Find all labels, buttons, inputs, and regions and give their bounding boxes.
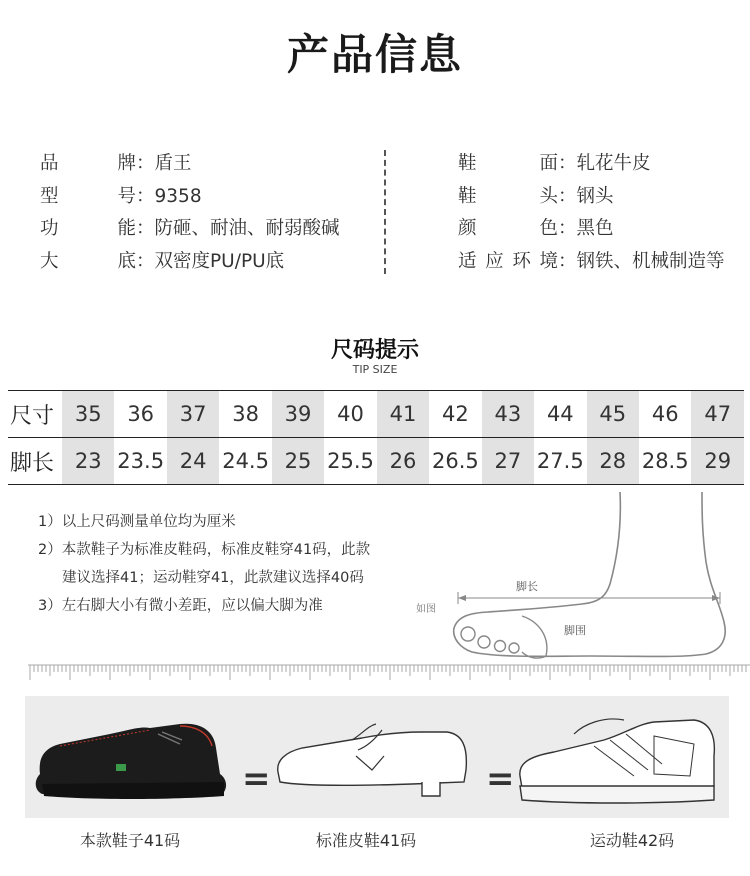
foot-girth-label: 脚围	[564, 624, 586, 637]
spec-key: 颜色	[458, 218, 558, 239]
length-row	[8, 438, 744, 485]
spec-value: 钢铁、机械制造等	[576, 250, 725, 272]
caption-leather-shoe: 标准皮鞋41码	[315, 831, 417, 850]
spec-row: 颜色：黑色	[458, 213, 725, 246]
note-2: 2）本款鞋子为标准皮鞋码，标准皮鞋穿41码，此款	[38, 542, 371, 558]
specs-left	[40, 148, 340, 278]
size-cell: 36	[114, 391, 166, 438]
work-shoe-image	[30, 716, 240, 806]
length-cell: 28.5	[639, 438, 691, 485]
equals-sign-2: =	[486, 759, 515, 799]
tip-subtitle: TIP SIZE	[352, 363, 398, 376]
spec-key: 品牌	[40, 153, 136, 174]
size-cell: 37	[167, 391, 219, 438]
size-table	[8, 390, 744, 485]
size-cell: 39	[272, 391, 324, 438]
length-cell: 27.5	[534, 438, 586, 485]
size-row-label: 尺寸	[8, 391, 62, 438]
equals-sign-1: =	[242, 759, 271, 799]
size-cell: 42	[429, 391, 481, 438]
foot-measure-illustration	[410, 492, 740, 672]
specs-right	[458, 148, 725, 278]
example-label: 如图	[416, 604, 436, 615]
spec-row: 鞋面：轧花牛皮	[458, 148, 725, 181]
length-cell: 23	[62, 438, 114, 485]
size-notes	[38, 508, 438, 620]
size-cell: 47	[691, 391, 744, 438]
ruler-graphic	[28, 664, 750, 682]
note-2-cont: 建议选择41；运动鞋穿41，此款建议选择40码	[62, 570, 364, 586]
length-cell: 26.5	[429, 438, 481, 485]
spec-row: 适应环境：钢铁、机械制造等	[458, 246, 725, 279]
page-title: 产品信息	[286, 30, 463, 79]
note-1: 1）以上尺码测量单位均为厘米	[38, 514, 236, 530]
size-cell: 35	[62, 391, 114, 438]
caption-this-shoe: 本款鞋子41码	[79, 831, 181, 850]
length-cell: 23.5	[114, 438, 166, 485]
spec-key: 型号	[40, 185, 136, 207]
length-cell: 26	[377, 438, 429, 485]
foot-length-label: 脚长	[516, 580, 538, 593]
sneaker-image	[514, 716, 720, 808]
spec-value: 轧花牛皮	[576, 153, 651, 174]
spec-row: 鞋头：钢头	[458, 181, 725, 214]
spec-value: 防砸、耐油、耐弱酸碱	[154, 218, 340, 239]
length-cell: 25	[272, 438, 324, 485]
spec-key: 鞋面	[458, 153, 558, 174]
size-cell: 46	[639, 391, 691, 438]
caption-sneaker: 运动鞋42码	[589, 831, 675, 850]
note-3: 3）左右脚大小有微小差距，应以偏大脚为准	[38, 598, 323, 614]
spec-key: 功能	[40, 218, 136, 239]
spec-key: 适应环境	[458, 250, 558, 272]
size-cell: 43	[482, 391, 534, 438]
size-cell: 41	[377, 391, 429, 438]
spec-value: 钢头	[576, 185, 614, 207]
spec-row: 型号：9358	[40, 181, 340, 214]
length-cell: 27	[482, 438, 534, 485]
length-cell: 28	[587, 438, 639, 485]
spec-key: 大底	[40, 250, 136, 272]
spec-value: 黑色	[576, 218, 614, 239]
spec-row: 品牌：盾王	[40, 148, 340, 181]
length-cell: 25.5	[324, 438, 376, 485]
size-cell: 44	[534, 391, 586, 438]
size-row	[8, 391, 744, 438]
spec-value: 双密度PU/PU底	[154, 250, 285, 272]
length-row-label: 脚长	[8, 438, 62, 485]
spec-key: 鞋头	[458, 185, 558, 207]
spec-value: 盾王	[154, 153, 192, 174]
tip-title: 尺码提示	[330, 338, 419, 363]
size-cell: 38	[219, 391, 271, 438]
size-cell: 40	[324, 391, 376, 438]
length-cell: 24.5	[219, 438, 271, 485]
length-cell: 29	[691, 438, 744, 485]
size-cell: 45	[587, 391, 639, 438]
leather-shoe-image	[272, 720, 472, 802]
spec-value: 9358	[154, 185, 202, 207]
spec-row: 功能：防砸、耐油、耐弱酸碱	[40, 213, 340, 246]
length-cell: 24	[167, 438, 219, 485]
spec-divider	[384, 150, 386, 274]
spec-row: 大底：双密度PU/PU底	[40, 246, 340, 279]
